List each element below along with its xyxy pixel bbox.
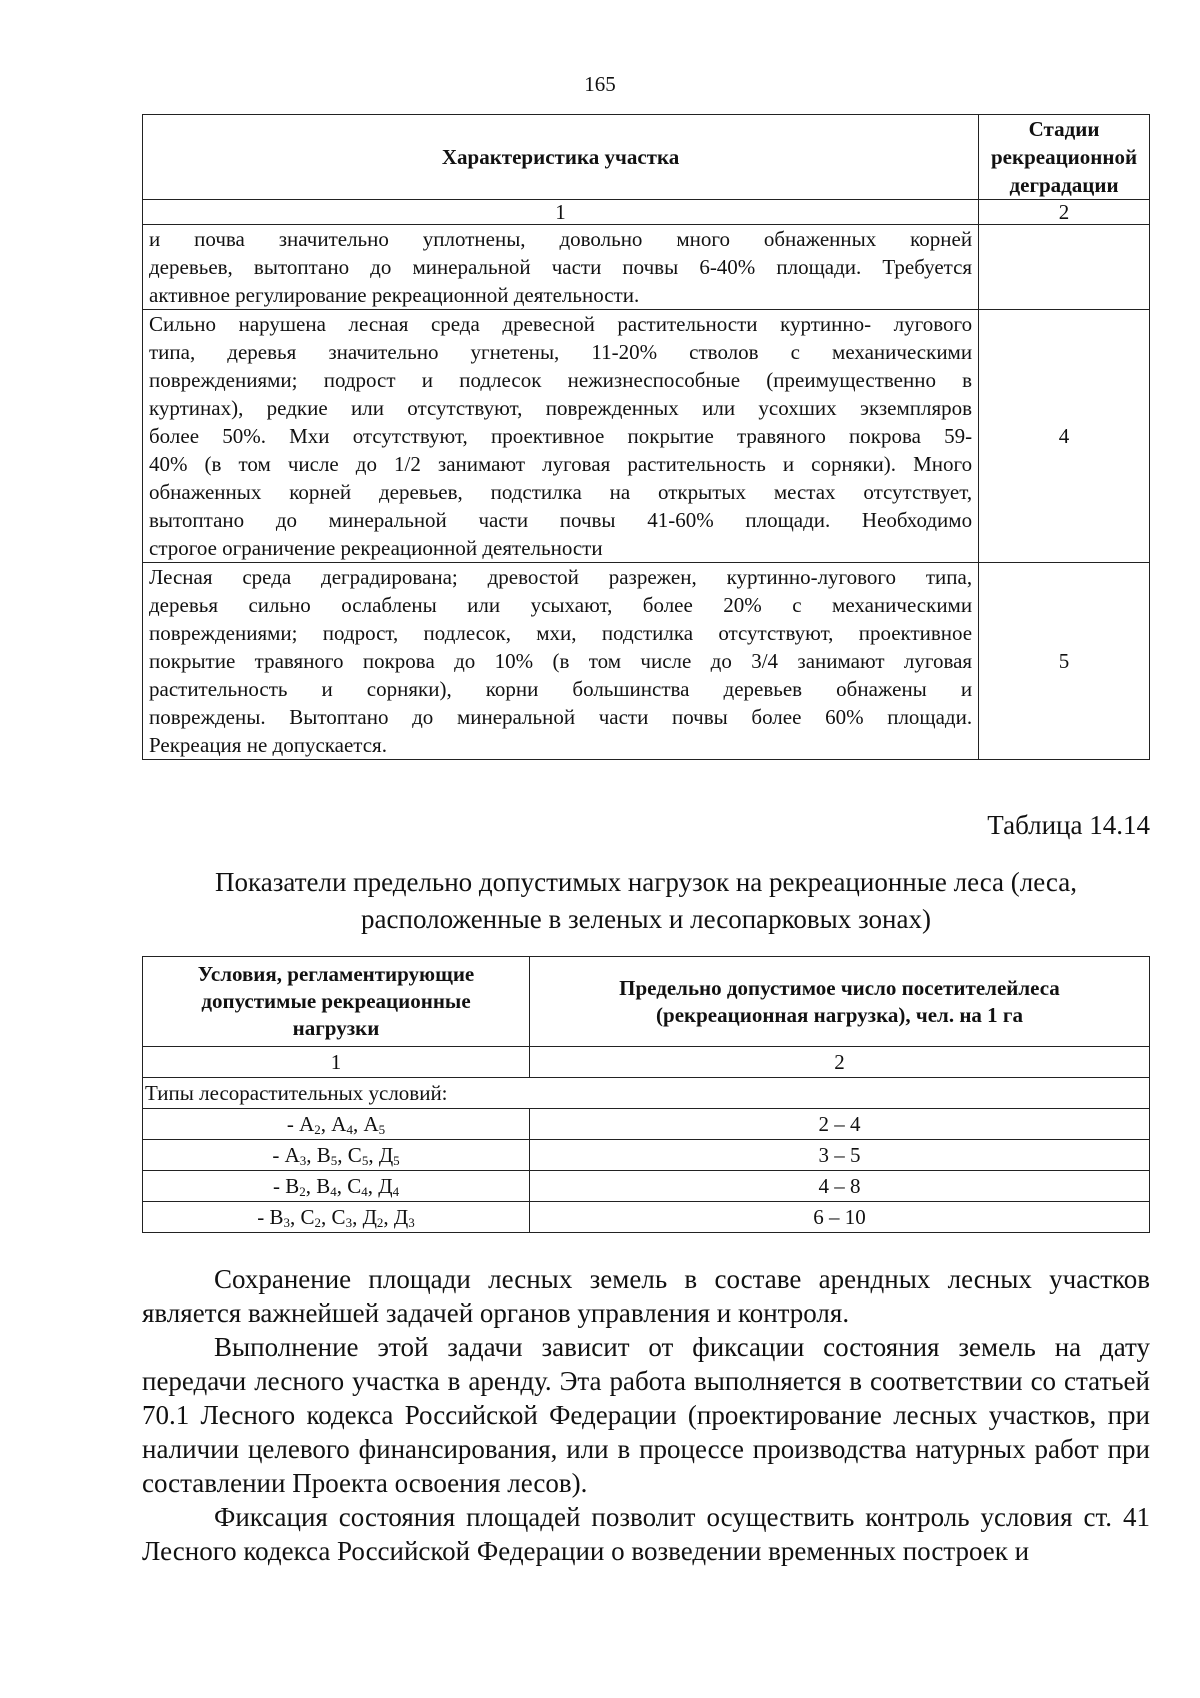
description-line: Сильно нарушена лесная среда древесной растительности куртинно- лугового	[149, 312, 973, 336]
header-stage-line: рекреационной	[990, 145, 1138, 169]
column-number: 2	[979, 200, 1150, 225]
description-line: куртинах), редкие или отсутствуют, поврежденных или усохших экземпляров	[149, 396, 973, 420]
table-label: Таблица 14.14	[987, 810, 1150, 840]
forest-type-code: $В_4$	[316, 1174, 337, 1199]
table-row	[143, 1202, 1150, 1233]
page-number: 165	[584, 72, 616, 96]
description-line: вытоптано до минеральной части почвы 41-60% площади. Необходимо	[149, 508, 973, 532]
visitor-limit: 4 – 8	[530, 1171, 1150, 1202]
table-row	[143, 225, 1150, 310]
description-line: 40% (в том числе до 1/2 занимают луговая растительность и сорняки). Много	[149, 452, 973, 476]
visitor-limit: 2 – 4	[530, 1109, 1150, 1140]
forest-type-condition: - $В_2$, $В_4$, $С_4$, $Д_4$	[143, 1171, 530, 1202]
header-stage-line: Стадии	[1028, 117, 1100, 141]
description-line: обнаженных корней деревьев, подстилка на открытых местах отсутствует,	[149, 480, 973, 504]
header-line: Условия, регламентирующие	[197, 962, 475, 986]
description-line: типа, деревья значительно угнетены, 11-20% стволов с механическими	[149, 340, 973, 364]
paragraph: Фиксация состояния площадей позволит осуществить контроль условия ст. 41 Лесного кодекса Российской Федерации о возведении временных построек и	[142, 1502, 1150, 1566]
forest-type-code: $В_2$	[285, 1174, 306, 1199]
description-line: строгое ограничение рекреационной деятельности	[149, 536, 603, 560]
forest-type-code: $С_5$	[347, 1143, 369, 1168]
description-line: Лесная среда деградирована; древостой разрежен, куртинно-лугового типа,	[149, 565, 973, 589]
table-row	[143, 563, 1150, 760]
table-row	[143, 1140, 1150, 1171]
site-description	[143, 225, 979, 310]
header-stage-line: деградации	[1009, 173, 1119, 197]
description-line: повреждениями; подрост, подлесок, мхи, подстилка отсутствуют, проективное	[149, 621, 973, 645]
table-row	[143, 1109, 1150, 1140]
load-table-header-row	[143, 957, 1150, 1047]
description-line: покрытие травяного покрова до 10% (в том числе до 3/4 занимают луговая	[149, 649, 973, 673]
load-limits-table	[142, 956, 1150, 1233]
visitor-limit: 6 – 10	[530, 1202, 1150, 1233]
header-degradation-stage	[979, 115, 1150, 200]
paragraph: Сохранение площади лесных земель в составе арендных лесных участков является важнейшей задачей органов управления и контроля.	[142, 1264, 1150, 1328]
forest-type-code: $В_3$	[269, 1205, 291, 1230]
header-line: Предельно допустимое число посетителейлеса	[619, 975, 1060, 1000]
description-line: активное регулирование рекреационной деятельности.	[149, 283, 640, 307]
table-title-line: расположенные в зеленых и лесопарковых зонах)	[361, 904, 931, 934]
site-description	[143, 310, 979, 563]
forest-type-code: $А_4$	[331, 1112, 353, 1137]
visitor-limit: 3 – 5	[530, 1140, 1150, 1171]
description-line: деревья сильно ослаблены или усыхают, более 20% с механическими	[149, 593, 973, 617]
body-text	[142, 1262, 1150, 1568]
forest-type-code: $Д_5$	[378, 1143, 400, 1168]
table-row	[143, 1171, 1150, 1202]
header-line: допустимые рекреационные	[201, 989, 471, 1013]
forest-type-code: $А_3$	[284, 1143, 307, 1168]
description-line: Рекреация не допускается.	[149, 733, 387, 757]
column-number: 1	[143, 1047, 530, 1078]
description-line: повреждениями; подрост и подлесок нежизнеспособные (преимущественно в	[149, 368, 973, 392]
site-description	[143, 563, 979, 760]
table-row	[143, 310, 1150, 563]
forest-type-condition: - $А_3$, $В_5$, $С_5$, $Д_5$	[143, 1140, 530, 1171]
description-line: и почва значительно уплотнены, довольно много обнаженных корней	[149, 227, 973, 251]
forest-type-code: $С_3$	[331, 1205, 353, 1230]
degradation-stage	[979, 225, 1150, 310]
degradation-stage: 4	[979, 310, 1150, 563]
description-line: повреждены. Вытоптано до минеральной части почвы более 60% площади.	[149, 705, 973, 729]
column-number-row	[143, 200, 1150, 225]
description-line: растительность и сорняки), корни большинства деревьев обнажены и	[149, 677, 973, 701]
degradation-stage: 5	[979, 563, 1150, 760]
forest-type-code: $Д_3$	[393, 1205, 415, 1230]
table-title	[142, 864, 1150, 938]
description-line: деревьев, вытоптано до минеральной части почвы 6-40% площади. Требуется	[149, 255, 973, 279]
column-number: 1	[143, 200, 979, 225]
forest-types-label: Типы лесорастительных условий:	[143, 1078, 1150, 1109]
stages-table-header-row	[143, 115, 1150, 200]
forest-type-code: $А_2$	[299, 1112, 321, 1137]
column-number: 2	[530, 1047, 1150, 1078]
forest-type-code: $Д_2$	[362, 1205, 384, 1230]
forest-type-code: $В_5$	[316, 1143, 338, 1168]
section-row	[143, 1078, 1150, 1109]
forest-type-condition: - $А_2$, $А_4$, $А_5$	[143, 1109, 530, 1140]
forest-type-code: $С_4$	[347, 1174, 368, 1199]
stages-table	[142, 114, 1150, 760]
forest-type-condition: - $В_3$, $С_2$, $С_3$, $Д_2$, $Д_3$	[143, 1202, 530, 1233]
paragraph: Выполнение этой задачи зависит от фиксации состояния земель на дату передачи лесного участка в аренду. Эта работа выполняется в соответствии со статьей 70.1 Лесного кодекса Российской Федерации (проектирование лесных участков, при наличии целевого финансирования, или в процессе производства натурных работ при составлении Проекта освоения лесов).	[142, 1332, 1150, 1498]
table-title-line: Показатели предельно допустимых нагрузок на рекреационные леса (леса,	[215, 867, 1077, 897]
header-site-characteristic: Характеристика участка	[143, 115, 979, 200]
forest-type-code: $А_5$	[363, 1112, 386, 1137]
header-line: (рекреационная нагрузка), чел. на 1 га	[656, 1002, 1023, 1027]
header-max-visitors	[530, 957, 1150, 1047]
forest-type-code: $Д_4$	[378, 1174, 400, 1199]
header-line: нагрузки	[292, 1016, 380, 1040]
header-conditions	[143, 957, 530, 1047]
forest-type-code: $С_2$	[300, 1205, 322, 1230]
description-line: более 50%. Мхи отсутствуют, проективное покрытие травяного покрова 59-	[149, 424, 973, 448]
column-number-row	[143, 1047, 1150, 1078]
